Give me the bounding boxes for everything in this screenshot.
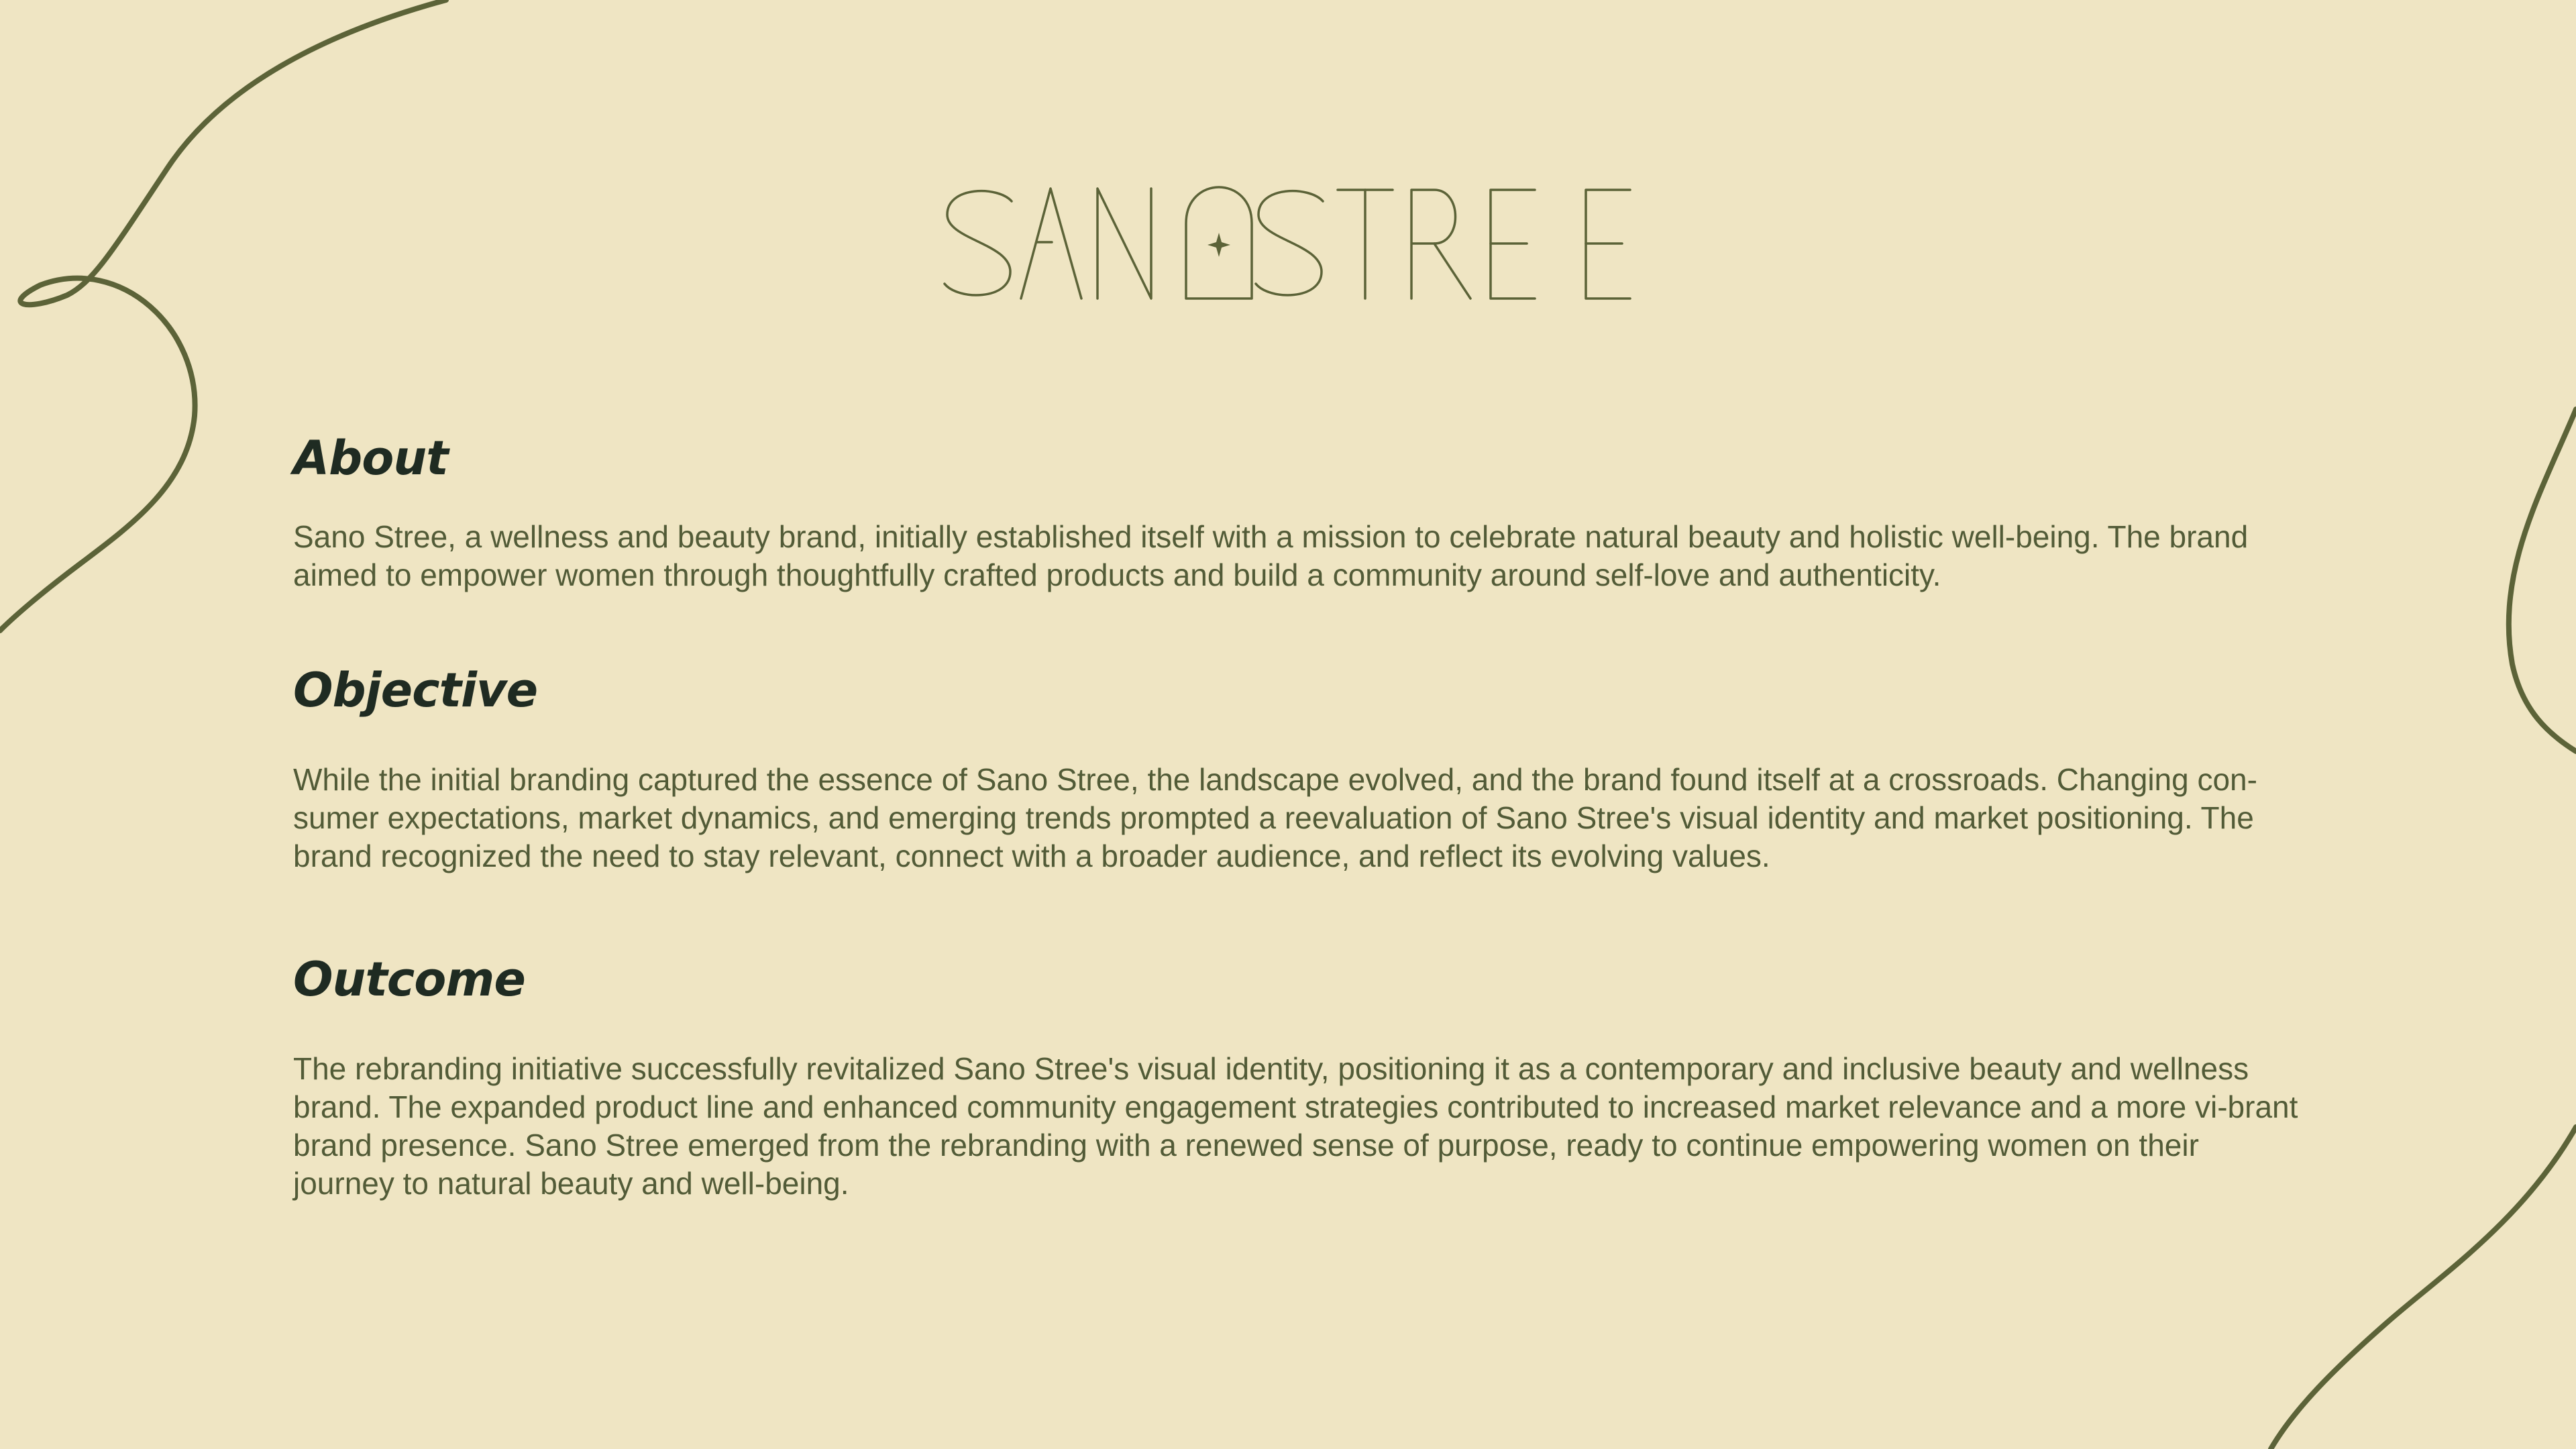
about-paragraph: Sano Stree, a wellness and beauty brand, initially established itself with a mission to celebrate natural beauty and holistic well-being. The brand aimed to empower women through thoughtfully crafted products and build a community around self-love and authenticity. [293,519,2249,592]
sparkle-icon [1208,233,1230,257]
about-heading: About [293,431,448,486]
bottom-right-curve [2271,1127,2576,1449]
objective-heading: Objective [293,663,538,718]
right-edge-curve [2509,409,2576,751]
sanostree-logo [939,178,1637,312]
objective-paragraph: While the initial branding captured the essence of Sano Stree, the landscape evolved, and the brand found itself at a crossroads. Changing con-sumer expectations, market dynamics, and emerging trends prompted a reevaluation of Sano Stree's visual identity and market positioning. The brand recognized the need to stay relevant, connect with a broader audience, and reflect its evolving values. [293,762,2257,873]
outcome-heading: Outcome [293,952,525,1007]
outcome-paragraph: The rebranding initiative successfully revitalized Sano Stree's visual identity, positioning it as a contemporary and inclusive beauty and wellness brand. The expanded product line and enhanced community engagement strategies contributed to increased market relevance and a more vi-brant brand presence. Sano Stree emerged from the rebranding with a renewed sense of purpose, ready to continue empowering women on their journey to natural beauty and well-being. [293,1051,2298,1201]
